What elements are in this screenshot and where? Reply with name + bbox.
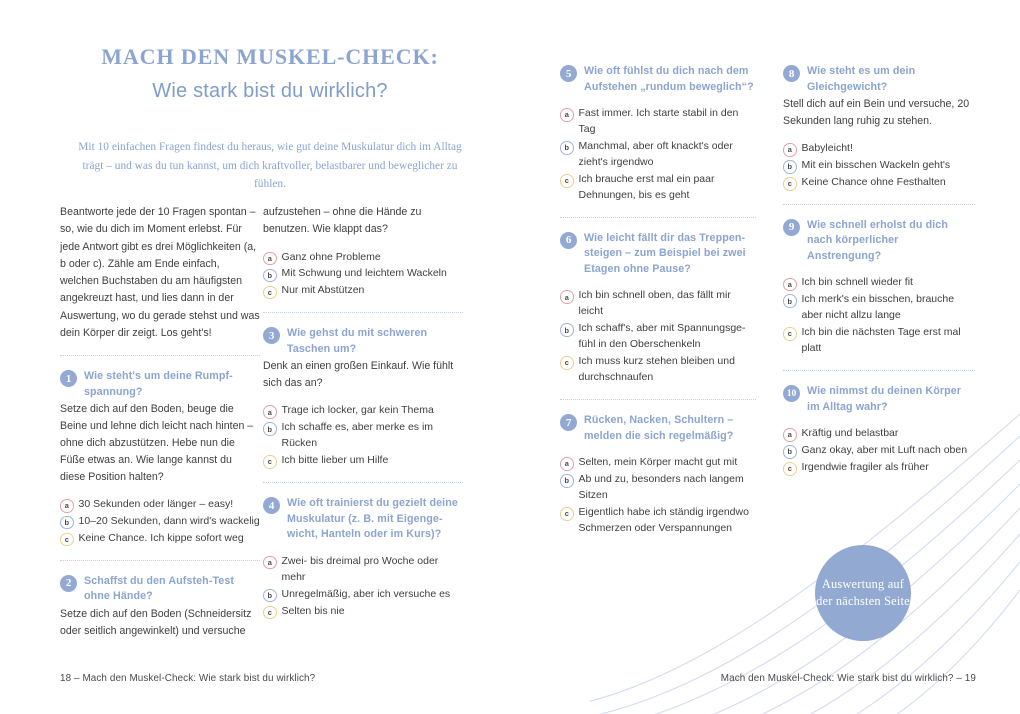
question-1-answers xyxy=(60,497,260,547)
question-8-header xyxy=(783,64,975,95)
answer-text: Fast immer. Ich starte stabil in den Tag xyxy=(578,107,739,135)
question-2-continuation: aufzustehen – ohne die Hände zu benutzen. Wie klappt das? xyxy=(263,206,422,236)
question-5 xyxy=(560,64,756,204)
column-3 xyxy=(560,64,756,538)
question-7-header xyxy=(560,413,756,444)
answer-text: Keine Chance ohne Festhalten xyxy=(801,175,946,188)
footer-left: 18 – Mach den Muskel-Check: Wie stark bist du wirklich? xyxy=(60,673,316,684)
question-2-description: Setze dich auf den Boden (Schneidersitz oder seitlich angewinkelt) und versuche xyxy=(60,607,252,637)
question-1-title: Wie steht's um deine Rumpf-spannung? xyxy=(84,370,233,398)
divider xyxy=(560,217,756,218)
answer-marker-b[interactable]: b xyxy=(60,516,74,530)
divider xyxy=(60,560,260,561)
answer-marker-c[interactable]: c xyxy=(263,606,277,620)
answer-text: Ich bin schnell wieder fit xyxy=(801,276,913,289)
divider xyxy=(560,399,756,400)
question-7 xyxy=(560,413,756,537)
answer-marker-b[interactable]: b xyxy=(263,269,277,283)
question-7-number: 7 xyxy=(560,414,577,431)
answer-text: Kräftig und belastbar xyxy=(801,427,899,440)
answer-marker-b[interactable]: b xyxy=(783,445,797,459)
question-9 xyxy=(783,218,975,357)
answer-text: Ich bin schnell oben, das fällt mir leicht xyxy=(578,289,731,318)
question-10-title: Wie nimmst du deinen Körper im Alltag wahr? xyxy=(807,385,962,413)
answer-option[interactable] xyxy=(263,453,463,469)
answer-marker-b[interactable]: b xyxy=(263,422,277,436)
question-1-description: Setze dich auf den Boden, beuge die Beine und lehne dich leicht nach hinten – ohne dich abzustützen. Hebe nun die Füße etwas an. Wie lange kannst du diese Position halten? xyxy=(60,403,254,483)
next-page-badge xyxy=(815,545,911,641)
answer-text: Ich schaff's, aber mit Spannungsge-fühl in den Oberschenkeln xyxy=(578,322,746,351)
answer-text: Ganz okay, aber mit Luft nach oben xyxy=(801,444,968,457)
answer-marker-a[interactable]: a xyxy=(560,290,574,304)
next-page-badge-label: Auswertung auf der nächsten Seite xyxy=(816,577,910,608)
question-9-title: Wie schnell erholst du dich nach körperlicher Anstrengung? xyxy=(807,218,948,262)
question-2-answers xyxy=(263,250,463,300)
answer-marker-a[interactable]: a xyxy=(263,252,277,266)
question-5-title: Wie oft fühlst du dich nach dem Aufstehen „rundum beweglich“? xyxy=(584,65,754,93)
answer-marker-a[interactable]: a xyxy=(560,457,574,471)
answer-text: Nur mit Abstützen xyxy=(281,284,365,297)
answer-text: 10–20 Sekunden, dann wird's wackelig xyxy=(78,514,260,527)
answer-marker-c[interactable]: c xyxy=(783,462,797,476)
answer-option[interactable] xyxy=(263,420,463,452)
answer-text: Selten, mein Körper macht gut mit xyxy=(578,456,738,469)
answer-option[interactable] xyxy=(560,288,756,320)
question-3-header xyxy=(263,326,463,357)
answer-marker-a[interactable]: a xyxy=(560,108,574,122)
answer-text: Ganz ohne Probleme xyxy=(281,250,381,263)
answer-option[interactable] xyxy=(560,455,756,471)
answer-marker-a[interactable]: a xyxy=(783,143,797,157)
answer-option[interactable] xyxy=(263,283,463,299)
question-3-answers xyxy=(263,403,463,469)
answer-text: Ich merk's ein bisschen, brauche aber nicht allzu lange xyxy=(801,293,955,322)
question-3-description: Denk an einen großen Einkauf. Wie fühlt sich das an? xyxy=(263,360,454,390)
answer-option[interactable] xyxy=(263,250,463,266)
question-3-number: 3 xyxy=(263,327,280,344)
answer-marker-a[interactable]: a xyxy=(263,405,277,419)
question-6-title: Wie leicht fällt dir das Treppen-steigen – zum Beispiel bei zwei Etagen ohne Pause? xyxy=(584,231,746,275)
answer-marker-b[interactable]: b xyxy=(560,474,574,488)
answer-marker-c[interactable]: c xyxy=(560,507,574,521)
question-2-title: Schaffst du den Aufsteh-Test ohne Hände? xyxy=(84,574,235,603)
answer-text: Keine Chance. Ich kippe sofort weg xyxy=(78,531,244,544)
question-5-header xyxy=(560,64,756,95)
answer-text: Mit ein bisschen Wackeln geht's xyxy=(801,158,951,171)
answer-text: Babyleicht! xyxy=(801,141,853,154)
answer-option[interactable] xyxy=(783,426,975,442)
answer-text: Zwei- bis dreimal pro Woche oder mehr xyxy=(281,554,439,583)
divider xyxy=(263,312,463,313)
answer-option[interactable] xyxy=(783,292,975,324)
question-4-title: Wie oft trainierst du gezielt deine Muskulatur (z. B. mit Eigenge-wicht, Hanteln oder im Kurs)? xyxy=(287,497,458,541)
answer-text: Ich bin die nächsten Tage erst mal platt xyxy=(801,326,961,355)
answer-marker-c[interactable]: c xyxy=(560,356,574,370)
answer-option[interactable] xyxy=(783,141,975,157)
answer-option[interactable] xyxy=(560,354,756,386)
question-1-number: 1 xyxy=(60,370,77,387)
answer-marker-b[interactable]: b xyxy=(560,323,574,337)
answer-marker-c[interactable]: c xyxy=(60,533,74,547)
question-1-header xyxy=(60,369,260,400)
question-8 xyxy=(783,64,975,191)
answer-option[interactable] xyxy=(560,139,756,171)
answer-text: 30 Sekunden oder länger – easy! xyxy=(78,497,234,510)
question-4-number: 4 xyxy=(263,497,280,514)
answer-text: Trage ich locker, gar kein Thema xyxy=(281,404,434,417)
answer-marker-b[interactable]: b xyxy=(263,589,277,603)
question-10-answers xyxy=(783,426,975,476)
answer-option[interactable] xyxy=(560,321,756,353)
footer-right: Mach den Muskel-Check: Wie stark bist du wirklich? – 19 xyxy=(720,673,976,684)
answer-option[interactable] xyxy=(263,604,463,620)
question-7-title: Rücken, Nacken, Schultern – melden die sich regelmäßig? xyxy=(584,414,734,442)
answer-text: Unregelmäßig, aber ich versuche es xyxy=(281,587,451,600)
answer-text: Selten bis nie xyxy=(281,604,345,617)
answer-option[interactable] xyxy=(60,531,260,547)
question-2-number: 2 xyxy=(60,575,77,592)
question-8-title: Wie steht es um dein Gleichgewicht? xyxy=(807,65,916,93)
divider xyxy=(60,355,260,356)
divider xyxy=(783,370,975,371)
answer-marker-a[interactable]: a xyxy=(263,556,277,570)
question-7-answers xyxy=(560,455,756,537)
divider xyxy=(263,482,463,483)
question-10-header xyxy=(783,384,975,415)
answer-option[interactable] xyxy=(60,497,260,513)
question-8-answers xyxy=(783,141,975,191)
column-4 xyxy=(783,64,975,477)
answer-option[interactable] xyxy=(560,472,756,504)
question-10 xyxy=(783,384,975,476)
question-5-answers xyxy=(560,106,756,204)
question-6-header xyxy=(560,231,756,278)
question-9-answers xyxy=(783,275,975,357)
answer-text: Manchmal, aber oft knackt's oder zieht's irgendwo xyxy=(578,139,733,168)
question-6-answers xyxy=(560,288,756,386)
answer-option[interactable] xyxy=(263,266,463,282)
question-9-number: 9 xyxy=(783,219,800,236)
instructions-paragraph: Beantworte jede der 10 Fragen spontan – so, wie du dich im Moment erlebst. Für jede Antwort gibt es drei Möglichkeiten (a, b oder c). Zähle am Ende einfach, welchen Buchstaben du am häufigsten angekreuzt hast, und lies dann in der Auswertung, wo du gerade stehst und was dein Körper dir zeigt. Los geht's! xyxy=(60,206,260,339)
answer-text: Ich muss kurz stehen bleiben und durchschnaufen xyxy=(578,355,735,384)
answer-option[interactable] xyxy=(783,325,975,357)
answer-marker-c[interactable]: c xyxy=(263,286,277,300)
answer-text: Ich schaffe es, aber merke es im Rücken xyxy=(281,421,434,450)
page-subtitle: Wie stark bist du wirklich? xyxy=(152,80,388,103)
question-2 xyxy=(60,574,260,640)
divider xyxy=(783,204,975,205)
answer-marker-c[interactable]: c xyxy=(263,455,277,469)
question-4-answers xyxy=(263,554,463,620)
column-2 xyxy=(263,204,463,620)
answer-text: Eigentlich habe ich ständig irgendwo Schmerzen oder Verspannungen xyxy=(578,505,749,534)
answer-option[interactable] xyxy=(783,460,975,476)
answer-text: Ich brauche erst mal ein paar Dehnungen, bis es geht xyxy=(578,172,715,201)
answer-option[interactable] xyxy=(783,175,975,191)
column-1 xyxy=(60,204,260,640)
question-4-header xyxy=(263,496,463,543)
answer-option[interactable] xyxy=(560,106,756,138)
question-6 xyxy=(560,231,756,386)
answer-marker-b[interactable]: b xyxy=(783,160,797,174)
intro-paragraph: Mit 10 einfachen Fragen findest du heraus, wie gut deine Muskulatur dich im Alltag trägt – und was du tun kannst, um dich kraftvoller, belastbarer und beweglicher zu fühlen. xyxy=(78,141,462,191)
question-1 xyxy=(60,369,260,547)
answer-marker-a[interactable]: a xyxy=(60,499,74,513)
title-block xyxy=(60,44,480,103)
answer-option[interactable] xyxy=(263,403,463,419)
question-9-header xyxy=(783,218,975,265)
question-8-number: 8 xyxy=(783,65,800,82)
page-title: MACH DEN MUSKEL-CHECK: xyxy=(101,44,439,69)
answer-option[interactable] xyxy=(783,158,975,174)
question-2-header xyxy=(60,574,260,605)
question-10-number: 10 xyxy=(783,385,800,402)
answer-marker-a[interactable]: a xyxy=(783,428,797,442)
question-3-title: Wie gehst du mit schweren Taschen um? xyxy=(287,327,428,355)
answer-text: Irgendwie fragiler als früher xyxy=(801,461,929,474)
answer-marker-c[interactable]: c xyxy=(783,177,797,191)
answer-text: Ich bitte lieber um Hilfe xyxy=(281,454,389,467)
answer-marker-c[interactable]: c xyxy=(783,327,797,341)
question-8-description: Stell dich auf ein Bein und versuche, 20 Sekunden lang ruhig zu stehen. xyxy=(783,98,970,127)
question-6-number: 6 xyxy=(560,232,577,249)
answer-text: Mit Schwung und leichtem Wackeln xyxy=(281,267,447,280)
answer-option[interactable] xyxy=(263,587,463,603)
answer-marker-c[interactable]: c xyxy=(560,174,574,188)
answer-option[interactable] xyxy=(783,443,975,459)
answer-option[interactable] xyxy=(263,554,463,586)
answer-option[interactable] xyxy=(783,275,975,291)
answer-option[interactable] xyxy=(560,172,756,204)
question-5-number: 5 xyxy=(560,65,577,82)
answer-marker-b[interactable]: b xyxy=(783,294,797,308)
question-3 xyxy=(263,326,463,469)
answer-marker-a[interactable]: a xyxy=(783,278,797,292)
answer-marker-b[interactable]: b xyxy=(560,141,574,155)
question-4 xyxy=(263,496,463,619)
answer-option[interactable] xyxy=(560,505,756,537)
answer-option[interactable] xyxy=(60,514,260,530)
answer-text: Ab und zu, besonders nach langem Sitzen xyxy=(578,473,744,501)
